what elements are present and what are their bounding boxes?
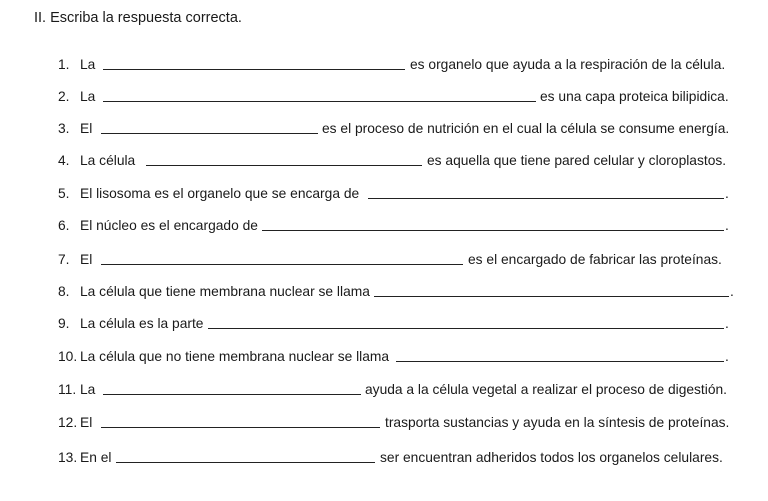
answer-blank[interactable] [101,427,380,428]
question-number: 1. [58,57,70,72]
question-text-before: La célula que tiene membrana nuclear se llama [80,284,370,299]
question-text-after: es el proceso de nutrición en el cual la célula se consume energía. [322,121,730,136]
question-text-before: La célula es la parte [80,316,204,331]
question-number: 3. [58,121,70,136]
question-text-after: es aquella que tiene pared celular y cloroplastos. [427,153,727,168]
answer-blank[interactable] [208,328,724,329]
question-text-before: El núcleo es el encargado de [80,218,258,233]
question-number: 10. [58,349,78,364]
question-number: 12. [58,415,78,430]
question-number: 4. [58,153,70,168]
question-text-before: El [80,121,93,136]
question-number: 9. [58,316,70,331]
question-text-after: es una capa proteica bilipidica. [540,89,729,104]
answer-blank[interactable] [103,69,405,70]
question-period: . [725,316,729,331]
answer-blank[interactable] [368,198,724,199]
question-text-before: En el [80,450,112,465]
question-text-after: es organelo que ayuda a la respiración de la célula. [410,57,726,72]
question-text-before: La [80,89,96,104]
answer-blank[interactable] [103,101,536,102]
question-text-before: El lisosoma es el organelo que se encarga de [80,186,360,201]
question-number: 7. [58,252,70,267]
question-text-before: El [80,252,93,267]
question-text-before: La [80,382,96,397]
question-text-before: El [80,415,93,430]
question-number: 13. [58,450,78,465]
question-number: 11. [58,382,77,397]
question-period: . [725,186,729,201]
question-number: 2. [58,89,70,104]
question-text-after: ser encuentran adheridos todos los organelos celulares. [380,450,723,465]
question-number: 8. [58,284,70,299]
question-text-after: trasporta sustancias y ayuda en la síntesis de proteínas. [385,415,730,430]
question-number: 6. [58,218,70,233]
answer-blank[interactable] [374,296,729,297]
answer-blank[interactable] [101,133,318,134]
question-text-after: es el encargado de fabricar las proteínas. [468,252,722,267]
section-title: II. Escriba la respuesta correcta. [34,10,242,26]
question-period: . [730,284,734,299]
answer-blank[interactable] [262,230,724,231]
question-text-before: La célula que no tiene membrana nuclear se llama [80,349,390,364]
answer-blank[interactable] [396,361,724,362]
question-period: . [725,218,729,233]
answer-blank[interactable] [101,264,463,265]
answer-blank[interactable] [116,462,375,463]
answer-blank[interactable] [146,165,422,166]
question-number: 5. [58,186,70,201]
question-text-before: La célula [80,153,136,168]
question-period: . [725,349,729,364]
question-text-before: La [80,57,96,72]
question-text-after: ayuda a la célula vegetal a realizar el proceso de digestión. [365,382,728,397]
answer-blank[interactable] [103,394,361,395]
